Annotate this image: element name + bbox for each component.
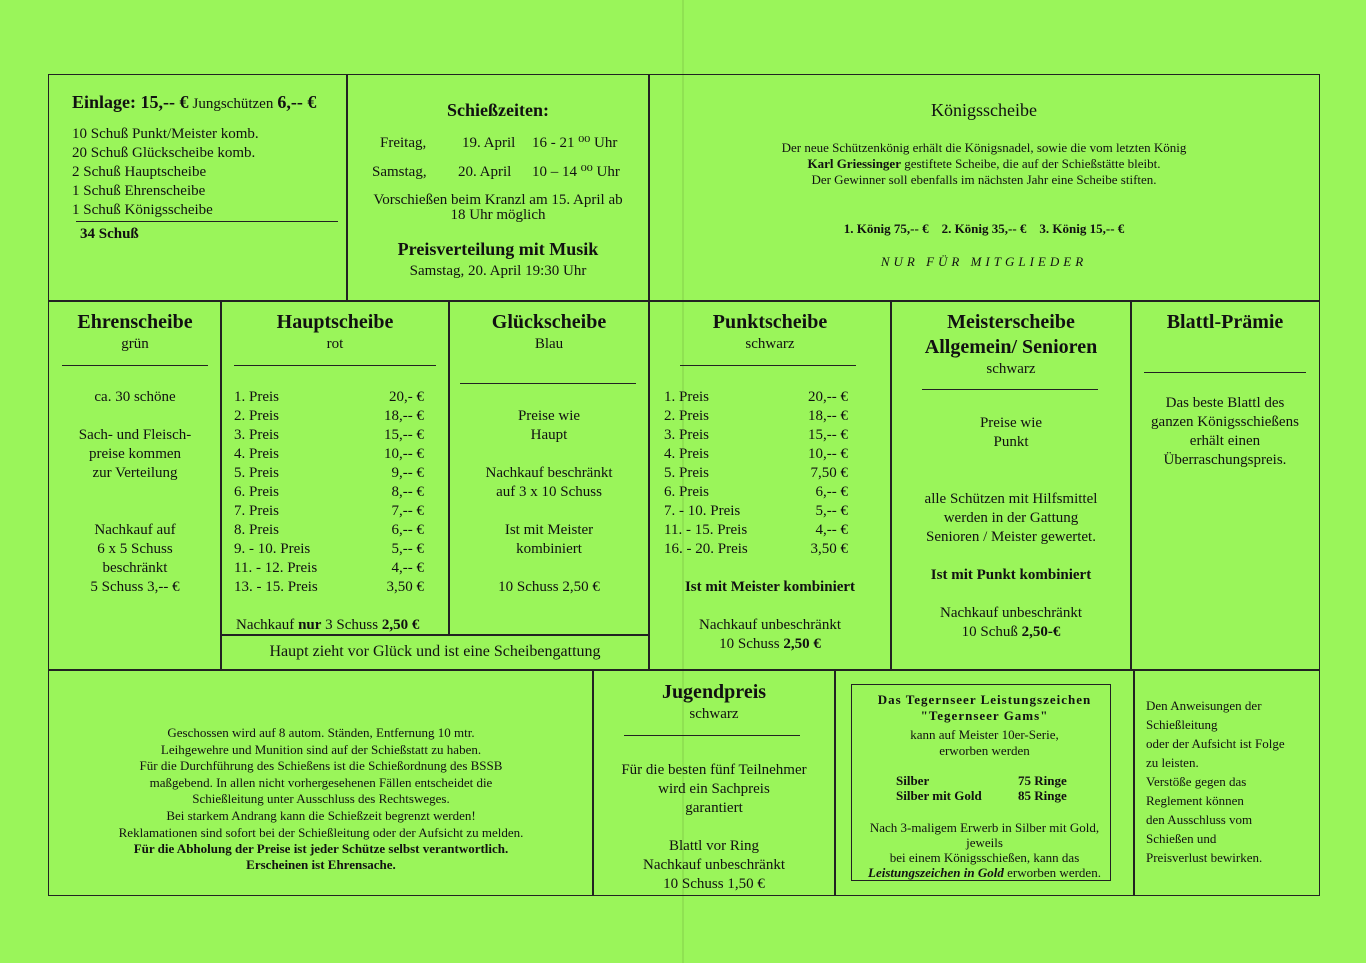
punkt-prize-row xyxy=(664,540,848,559)
tegernsee-box-right xyxy=(1110,684,1111,880)
haupt-prize-row xyxy=(234,445,424,464)
haupt-prize-row-label: 11. - 12. Preis xyxy=(234,560,318,576)
jugend-list xyxy=(594,761,834,894)
haupt-prize-row-label: 4. Preis xyxy=(234,446,279,462)
zeiten-sat-date: 20. April xyxy=(458,164,512,180)
anweisung-line: Den Anweisungen der xyxy=(1146,698,1262,713)
anweisung-list xyxy=(1146,696,1285,867)
meister-p1: Preise wie xyxy=(979,415,1043,431)
koenig-members-only: NUR FÜR MITGLIEDER xyxy=(880,254,1088,269)
ehren-line: 6 x 5 Schuss xyxy=(97,541,173,557)
anweisung-line: Schießleitung xyxy=(1146,717,1218,732)
haupt-prize-row xyxy=(234,407,424,426)
blattl-line: Überraschungspreis. xyxy=(1163,452,1287,468)
blattl-list xyxy=(1132,394,1318,470)
koenig-line-1: Der neue Schützenkönig erhält die Königsnadel, sowie die vom letzten König xyxy=(781,140,1187,155)
einlage-jung-label: Jungschützen xyxy=(192,96,274,112)
haupt-prize-row-amount: 7,-- € xyxy=(391,503,424,519)
punkt-prize-row-amount: 6,-- € xyxy=(815,484,848,500)
punkt-prize-row-amount: 10,-- € xyxy=(808,446,848,462)
haupt-prize-row xyxy=(234,578,424,597)
einlage-title: Einlage: 15,-- € xyxy=(72,92,189,112)
tegernsee-box-top xyxy=(851,684,1111,685)
rules-bold-2: Erscheinen ist Ehrensache. xyxy=(246,857,396,872)
einlage-line: 20 Schuß Glückscheibe komb. xyxy=(72,145,256,161)
rules-line: Geschossen wird auf 8 autom. Ständen, Entfernung 10 mtr. xyxy=(167,725,475,740)
haupt-color: rot xyxy=(326,336,344,352)
glueck-line xyxy=(450,559,648,578)
jugend-line: garantiert xyxy=(685,800,743,816)
jugend-rule xyxy=(624,735,800,736)
glueck-rule xyxy=(460,383,636,384)
ehren-line xyxy=(50,407,220,426)
punkt-prize-row-label: 3. Preis xyxy=(664,427,709,443)
haupt-prize-row xyxy=(234,559,424,578)
blattl-line: erhält einen xyxy=(1189,433,1261,449)
punkt-prize-row-label: 7. - 10. Preis xyxy=(664,503,741,519)
jugend-line: 10 Schuss 1,50 € xyxy=(663,876,765,892)
tegernsee-title-2: "Tegernseer Gams" xyxy=(920,708,1049,723)
punkt-title: Punktscheibe xyxy=(712,311,828,333)
tegernsee-title-1: Das Tegernseer Leistungszeichen xyxy=(877,692,1092,707)
divider-v5 xyxy=(648,300,650,669)
koenig-line-2b: gestiftete Scheibe, die auf der Schießstätte bleibt. xyxy=(900,156,1161,171)
anweisung-line: zu leisten. xyxy=(1146,755,1199,770)
haupt-prize-row-label: 5. Preis xyxy=(234,465,279,481)
einlage-sum-line xyxy=(76,221,338,222)
punkt-prize-row-amount: 18,-- € xyxy=(808,408,848,424)
haupt-prize-row-label: 3. Preis xyxy=(234,427,279,443)
jugend-line: Blattl vor Ring xyxy=(669,838,759,854)
meister-kombi: Ist mit Punkt kombiniert xyxy=(930,567,1092,583)
glueck-line xyxy=(450,445,648,464)
meister-rule xyxy=(922,389,1098,390)
jugend-line: Nachkauf unbeschränkt xyxy=(642,857,786,873)
ehren-line: preise kommen xyxy=(88,446,182,462)
blattl-line: Das beste Blattl des xyxy=(1165,395,1285,411)
preisverteilung-title: Preisverteilung mit Musik xyxy=(397,239,599,259)
anweisung-line: Reglement können xyxy=(1146,793,1244,808)
tegernsee-m4b: erworben werden. xyxy=(1003,865,1101,880)
punkt-prize-row xyxy=(664,445,848,464)
einlage-total: 34 Schuß xyxy=(80,226,139,242)
haupt-prize-row-label: 1. Preis xyxy=(234,389,279,405)
divider-v1 xyxy=(346,74,348,300)
koenig-line-3: Der Gewinner soll ebenfalls im nächsten Jahr eine Scheibe stiften. xyxy=(811,172,1157,187)
ehren-line: 5 Schuss 3,-- € xyxy=(90,579,180,595)
einlage-line: 2 Schuß Hauptscheibe xyxy=(72,164,207,180)
blattl-rule xyxy=(1144,372,1306,373)
tegernsee-gold-name: Leistungszeichen in Gold xyxy=(868,865,1004,880)
blattl-title: Blattl-Prämie xyxy=(1166,311,1284,333)
meister-a3: Senioren / Meister gewertet. xyxy=(926,529,1096,545)
rules-line: Schießleitung unter Ausschluss des Rechtsweges. xyxy=(192,791,450,807)
koenig-line-2 xyxy=(650,156,1318,172)
einlage-line: 10 Schuß Punkt/Meister komb. xyxy=(72,126,259,142)
divider-v3 xyxy=(220,300,222,669)
haupt-prize-row-label: 7. Preis xyxy=(234,503,279,519)
jugend-line: wird ein Sachpreis xyxy=(658,781,770,797)
meister-n1: Nachkauf unbeschränkt xyxy=(939,605,1083,621)
glueck-line: kombiniert xyxy=(516,541,582,557)
punkt-prize-row-label: 1. Preis xyxy=(664,389,709,405)
punkt-prize-row-label: 6. Preis xyxy=(664,484,709,500)
ehren-line xyxy=(50,502,220,521)
tegernsee-m2: jeweils xyxy=(966,835,1003,850)
anweisung-line: den Ausschluss vom xyxy=(1146,812,1253,827)
ehren-line: zur Verteilung xyxy=(92,465,178,481)
punkt-prize-row-label: 11. - 15. Preis xyxy=(664,522,748,538)
haupt-prize-row xyxy=(234,388,424,407)
einlage-line: 1 Schuß Königsscheibe xyxy=(72,202,213,218)
anweisung-line: oder der Aufsicht ist Folge xyxy=(1146,736,1285,751)
ehren-line: beschränkt xyxy=(102,560,168,576)
divider-haupt-note xyxy=(220,634,648,636)
punkt-color: schwarz xyxy=(745,336,795,352)
ehren-color: grün xyxy=(121,336,149,352)
tegernsee-l1: kann auf Meister 10er-Serie, xyxy=(910,727,1059,742)
rules-bold-1: Für die Abholung der Preise ist jeder Schütze selbst verantwortlich. xyxy=(133,841,509,856)
tegernsee-m4 xyxy=(836,865,1133,881)
zeiten-sat-time: 10 – 14 ⁰⁰ Uhr xyxy=(532,164,620,180)
tegernsee-silber: Silber xyxy=(896,773,930,788)
anweisung-line: Verstöße gegen das xyxy=(1146,774,1247,789)
rules-line: maßgebend. In allen nicht vorhergesehenen Fällen entscheidet die xyxy=(149,774,493,790)
anweisung-line: Schießen und xyxy=(1146,831,1217,846)
glueck-line: auf 3 x 10 Schuss xyxy=(496,484,602,500)
haupt-prize-row xyxy=(234,540,424,559)
meister-p2: Punkt xyxy=(993,434,1029,450)
punkt-prize-row-label: 2. Preis xyxy=(664,408,709,424)
zeiten-fri-day: Freitag, xyxy=(380,135,427,151)
ehren-list xyxy=(50,388,220,597)
punkt-prize-row-label: 5. Preis xyxy=(664,465,709,481)
tegernsee-l2: erworben werden xyxy=(939,743,1030,758)
haupt-prize-row-amount: 18,-- € xyxy=(384,408,424,424)
haupt-prize-row-label: 2. Preis xyxy=(234,408,279,424)
preisverteilung-date: Samstag, 20. April 19:30 Uhr xyxy=(409,263,587,279)
haupt-prize-row xyxy=(234,426,424,445)
punkt-prize-row-label: 4. Preis xyxy=(664,446,709,462)
haupt-note: Haupt zieht vor Glück und ist eine Scheibengattung xyxy=(269,643,601,660)
divider-bottom xyxy=(48,669,1320,671)
punkt-nachkauf-1: Nachkauf unbeschränkt xyxy=(698,617,842,633)
punkt-table xyxy=(664,388,848,559)
haupt-prize-row-label: 13. - 15. Preis xyxy=(234,579,318,595)
zeiten-sat-day: Samstag, xyxy=(372,164,427,180)
rules-line: Leihgewehre und Munition sind auf der Schießstatt zu haben. xyxy=(160,741,482,757)
haupt-table xyxy=(234,388,424,597)
punkt-nachkauf-2: 10 Schuss 2,50 € xyxy=(719,636,821,652)
tegernsee-m3: bei einem Königsschießen, kann das xyxy=(889,850,1080,865)
einlage-header xyxy=(72,92,316,114)
punkt-prize-row xyxy=(664,388,848,407)
haupt-prize-row-amount: 4,-- € xyxy=(391,560,424,576)
jugend-line xyxy=(594,818,834,837)
divider-v10 xyxy=(1133,669,1135,896)
zeiten-vor-1: Vorschießen beim Kranzl am 15. April ab xyxy=(373,192,623,208)
meister-color: schwarz xyxy=(986,361,1036,377)
ehren-line: Sach- und Fleisch- xyxy=(78,427,192,443)
tegernsee-gold: Silber mit Gold xyxy=(896,788,982,803)
punkt-rule xyxy=(680,365,856,366)
haupt-rule xyxy=(234,365,436,366)
punkt-prize-row xyxy=(664,426,848,445)
jugend-line: Für die besten fünf Teilnehmer xyxy=(621,762,807,778)
rules-line: Reklamationen sind sofort bei der Schießleitung oder der Aufsicht zu melden. xyxy=(118,824,524,840)
ehren-line: Nachkauf auf xyxy=(94,522,176,538)
glueck-line: Haupt xyxy=(530,427,568,443)
punkt-prize-row-amount: 7,50 € xyxy=(810,465,848,481)
haupt-prize-row-amount: 6,-- € xyxy=(391,522,424,538)
haupt-prize-row-amount: 20,- € xyxy=(389,389,424,405)
divider-v7 xyxy=(1130,300,1132,669)
haupt-prize-row-label: 9. - 10. Preis xyxy=(234,541,311,557)
glueck-color: Blau xyxy=(534,336,564,352)
rules-line: Bei starkem Andrang kann die Schießzeit begrenzt werden! xyxy=(166,807,476,823)
punkt-prize-row-amount: 5,-- € xyxy=(815,503,848,519)
zeiten-title: Schießzeiten: xyxy=(447,100,549,120)
tegernsee-box-bottom xyxy=(851,880,1111,881)
koenig-name: Karl Griessinger xyxy=(807,156,901,171)
punkt-prize-row xyxy=(664,483,848,502)
glueck-line: Preise wie xyxy=(517,408,581,424)
punkt-prize-row xyxy=(664,464,848,483)
haupt-prize-row-label: 6. Preis xyxy=(234,484,279,500)
glueck-title: Glückscheibe xyxy=(491,311,607,333)
haupt-prize-row-amount: 8,-- € xyxy=(391,484,424,500)
punkt-prize-row-amount: 3,50 € xyxy=(810,541,848,557)
punkt-prize-row-amount: 4,-- € xyxy=(815,522,848,538)
haupt-prize-row xyxy=(234,521,424,540)
ehren-line xyxy=(50,483,220,502)
jugend-color: schwarz xyxy=(689,706,739,722)
meister-title-2: Allgemein/ Senioren xyxy=(924,336,1098,358)
haupt-prize-row-amount: 5,-- € xyxy=(391,541,424,557)
zeiten-fri-date: 19. April xyxy=(462,135,516,151)
jugend-title: Jugendpreis xyxy=(661,681,767,703)
haupt-prize-row-amount: 15,-- € xyxy=(384,427,424,443)
meister-a1: alle Schützen mit Hilfsmittel xyxy=(924,491,1098,507)
anweisung-line: Preisverlust bewirken. xyxy=(1146,850,1263,865)
ehren-line: ca. 30 schöne xyxy=(94,389,176,405)
haupt-prize-row xyxy=(234,464,424,483)
punkt-kombi: Ist mit Meister kombiniert xyxy=(684,579,856,595)
ehren-rule xyxy=(62,365,208,366)
tegernsee-box-left xyxy=(851,684,852,880)
tegernsee-gold-val: 85 Ringe xyxy=(1018,788,1067,803)
glueck-line: 10 Schuss 2,50 € xyxy=(498,579,600,595)
zeiten-vor-2: 18 Uhr möglich xyxy=(450,207,546,223)
glueck-line: Ist mit Meister xyxy=(504,522,594,538)
einlage-list xyxy=(72,125,259,220)
meister-a2: werden in der Gattung xyxy=(943,510,1079,526)
rules-list xyxy=(50,725,592,841)
tegernsee-m1: Nach 3-maligem Erwerb in Silber mit Gold, xyxy=(869,820,1100,835)
koenig-title: Königsscheibe xyxy=(931,100,1037,120)
ehren-title: Ehrenscheibe xyxy=(77,311,193,333)
haupt-prize-row-amount: 3,50 € xyxy=(386,579,424,595)
glueck-line: Nachkauf beschränkt xyxy=(485,465,613,481)
haupt-prize-row xyxy=(234,483,424,502)
haupt-prize-row-amount: 10,-- € xyxy=(384,446,424,462)
haupt-nachkauf: Nachkauf nur 3 Schuss 2,50 € xyxy=(236,617,420,633)
punkt-prize-row xyxy=(664,521,848,540)
punkt-prize-row xyxy=(664,502,848,521)
haupt-title: Hauptscheibe xyxy=(276,311,394,333)
punkt-prize-row-label: 16. - 20. Preis xyxy=(664,541,748,557)
einlage-line: 1 Schuß Ehrenscheibe xyxy=(72,183,206,199)
haupt-prize-row-amount: 9,-- € xyxy=(391,465,424,481)
zeiten-fri-time: 16 - 21 ⁰⁰ Uhr xyxy=(532,135,618,151)
einlage-jung-amount: 6,-- € xyxy=(277,92,317,112)
punkt-prize-row xyxy=(664,407,848,426)
meister-n2: 10 Schuß 2,50-€ xyxy=(961,624,1061,640)
meister-title-1: Meisterscheibe xyxy=(947,311,1075,333)
glueck-line xyxy=(450,502,648,521)
punkt-prize-row-amount: 20,-- € xyxy=(808,389,848,405)
rules-line: Für die Durchführung des Schießens ist die Schießordnung des BSSB xyxy=(139,758,503,774)
koenig-prizes: 1. König 75,-- € 2. König 35,-- € 3. König 15,-- € xyxy=(843,221,1125,236)
haupt-prize-row xyxy=(234,502,424,521)
punkt-prize-row-amount: 15,-- € xyxy=(808,427,848,443)
glueck-list xyxy=(450,407,648,597)
tegernsee-silber-val: 75 Ringe xyxy=(1018,773,1067,788)
haupt-prize-row-label: 8. Preis xyxy=(234,522,279,538)
blattl-line: ganzen Königsschießens xyxy=(1151,414,1299,430)
